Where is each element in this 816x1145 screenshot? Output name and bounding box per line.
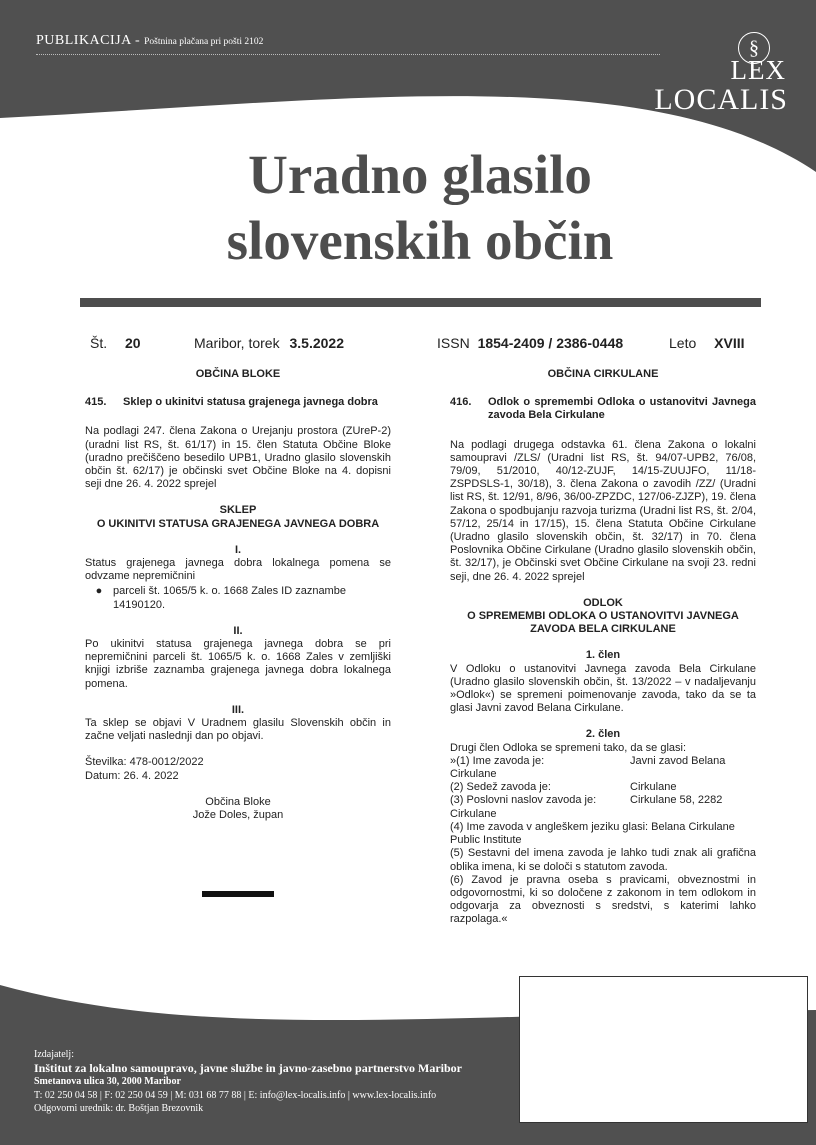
- document-title: SKLEP: [219, 504, 257, 517]
- item-name: [450, 755, 756, 768]
- municipality-heading: OBČINA BLOKE: [195, 368, 281, 380]
- issue-number: [90, 335, 141, 351]
- item-label: »(1) Ime zavoda je:: [450, 754, 545, 767]
- item-english-name: (4) Ime zavoda v angleškem jeziku glasi: Belana Cirkulane Public Institute: [450, 820, 735, 847]
- list-item: [85, 585, 391, 611]
- title-line-1: Uradno glasilo: [248, 144, 592, 205]
- section-sign-icon: §: [738, 32, 770, 64]
- publisher-contacts: T: 02 250 04 58 | F: 02 250 04 59 | M: 031 68 77 88 | E: info@lex-localis.info | www.lex-localis.info: [34, 1089, 437, 1101]
- responsible-editor: Odgovorni urednik: dr. Boštjan Brezovnik: [34, 1103, 204, 1114]
- section-text: Status grajenega javnega dobra lokalnega pomena se odvzame nepremičnini: [85, 557, 391, 583]
- item-seat: [450, 781, 756, 794]
- logo-localis: LOCALIS: [654, 83, 788, 116]
- volume-value: XVIII: [714, 335, 745, 351]
- section-text: Ta sklep se objavi V Uradnem glasilu Slovenskih občin in začne veljati naslednji dan po objavi.: [85, 717, 391, 743]
- act-number: 415.: [85, 396, 107, 409]
- issue-date: [194, 335, 344, 351]
- intro-paragraph: Na podlagi 247. člena Zakona o Urejanju prostora (ZUreP-2) (uradni list RS, št. 61/17) in 15. člen Statuta Občine Bloke (uradno prečiščeno besedilo UPB1, Uradno glasilo slovenskih občin št. 62/17) je občinski svet Občine Bloke na 4. dopisni seji dne 26. 4. 2022 sprejel: [85, 425, 391, 491]
- section-text: Po ukinitvi statusa grajenega javnega dobra se pri nepremičnini parceli št. 1065/5 k. o. 1668 Zales v zemljiški knjigi izbriše zaznamba grajenega javnega dobra lokalnega pomena.: [85, 638, 391, 690]
- item-value: Cirkulane 58, 2282: [630, 794, 723, 807]
- issue-number-label: Št.: [90, 335, 108, 351]
- section-heading: I.: [234, 543, 242, 556]
- postage-note: Poštnina plačana pri pošti 2102: [144, 37, 264, 47]
- document-date: Datum: 26. 4. 2022: [85, 769, 179, 782]
- issue-date-value: 3.5.2022: [289, 335, 344, 351]
- section-heading: II.: [233, 624, 243, 637]
- title-line-2: slovenskih občin: [226, 210, 614, 271]
- article-heading: 2. člen: [585, 728, 621, 741]
- issn: [437, 335, 623, 351]
- intro-paragraph: Na podlagi drugega odstavka 61. člena Zakona o lokalni samoupravi /ZLS/ (Uradni list RS, št. 94/07-UPB2, 76/08, 79/09, 51/2010, 40/12-ZUJF, 14/15-ZUUJFO, 11/18-ZSPDSLS-1, 30/18), 3. člena Zakona o zavodih /ZZ/ (Uradni list RS, št. 12/91, 8/96, 36/00-ZPZDC, 127/06-ZJZP), 19. člena Zakona o spodbujanju razvoja turizma (Uradni list RS, št. 2/04, 57/12, 25/14 in 17/15), 15. člena Statuta Občine Cirkulane (Uradno glasilo slovenskih občin, št. 32/17) in 70. člena Poslovnika Občine Cirkulane (Uradno glasilo slovenskih občin, št. 32/17), je Občinski svet Občine Cirkulane na svoji 23. redni seji, dne 26. 4. 2022 sprejel: [450, 438, 756, 583]
- volume-label: Leto: [669, 335, 697, 351]
- left-column: [85, 368, 391, 822]
- municipality-heading: OBČINA CIRKULANE: [547, 368, 659, 380]
- act-title: Odlok o spremembi Odloka o ustanovitvi Javnega zavoda Bela Cirkulane: [488, 396, 756, 422]
- volume-year: [669, 335, 745, 351]
- publication-line: [36, 33, 263, 49]
- document-subtitle: O SPREMEMBI ODLOKA O USTANOVITVI JAVNEGA ZAVODA BELA CIRKULANE: [467, 610, 739, 636]
- publication-dash: -: [134, 33, 141, 48]
- logo-lex: LEX: [730, 55, 786, 85]
- item-label: (2) Sedež zavoda je:: [450, 781, 551, 794]
- issn-label: ISSN: [437, 335, 470, 351]
- signature-municipality: Občina Bloke: [205, 795, 271, 808]
- act-title: Sklep o ukinitvi statusa grajenega javnega dobra: [123, 396, 378, 409]
- document-subtitle: O UKINITVI STATUSA GRAJENEGA JAVNEGA DOBRA: [96, 517, 380, 530]
- item-value: Javni zavod Belana: [630, 754, 726, 767]
- item-value: Cirkulane: [630, 781, 677, 794]
- end-of-act-bar: [202, 891, 274, 897]
- page-title: [80, 142, 760, 274]
- item-continuation: Cirkulane: [450, 768, 497, 781]
- title-divider-bar: [80, 298, 761, 307]
- reference-number: Številka: 478-0012/2022: [85, 756, 204, 769]
- publisher-name: Inštitut za lokalno samoupravo, javne službe in javno-zasebno partnerstvo Maribor: [34, 1060, 463, 1075]
- footer: [34, 1048, 462, 1116]
- list-item-text: parceli št. 1065/5 k. o. 1668 Zales ID zaznambe 14190120.: [113, 585, 346, 611]
- dotted-divider: [36, 54, 660, 55]
- item-legal-entity-clause: (6) Zavod je pravna oseba s pravicami, obveznostmi in odgovornostmi, ki so določene z zakonom in tem odlokom in odgovarja za obveznosti s sredstvi, s katerimi lahko razpolaga.«: [450, 873, 756, 926]
- bullet-icon: ●: [95, 585, 103, 598]
- section-heading: III.: [231, 703, 245, 716]
- publisher-address: Smetanova ulica 30, 2000 Maribor: [34, 1076, 181, 1087]
- issue-number-value: 20: [125, 335, 141, 351]
- issn-value: 1854-2409 / 2386-0448: [477, 335, 624, 351]
- act-heading: [450, 396, 756, 422]
- item-address: [450, 794, 756, 807]
- act-number: 416.: [450, 396, 472, 409]
- right-column: [450, 368, 756, 927]
- signature-name: Jože Doles, župan: [192, 809, 284, 822]
- publication-label: PUBLIKACIJA: [36, 33, 131, 48]
- article-text: V Odloku o ustanovitvi Javnega zavoda Bela Cirkulane (Uradno glasilo slovenskih občin, št. 13/2022 – v nadaljevanju »Odlok«) se spremeni poimenovanje zavoda, tako da se ta glasi Javni zavod Belana Cirkulane.: [450, 662, 756, 715]
- blank-box: [519, 976, 808, 1123]
- article-intro: Drugi člen Odloka se spremeni tako, da se glasi:: [450, 741, 687, 754]
- item-continuation: Cirkulane: [450, 807, 497, 820]
- item-logo-clause: (5) Sestavni del imena zavoda je lahko tudi znak ali grafična oblika imena, ki se določi s statutom zavoda.: [450, 847, 756, 873]
- article-heading: 1. člen: [585, 649, 621, 662]
- act-heading: [85, 396, 391, 409]
- issue-place-label: Maribor, torek: [194, 335, 280, 351]
- item-label: (3) Poslovni naslov zavoda je:: [450, 794, 597, 807]
- document-title: ODLOK: [583, 596, 623, 609]
- publisher-label: Izdajatelj:: [34, 1049, 74, 1060]
